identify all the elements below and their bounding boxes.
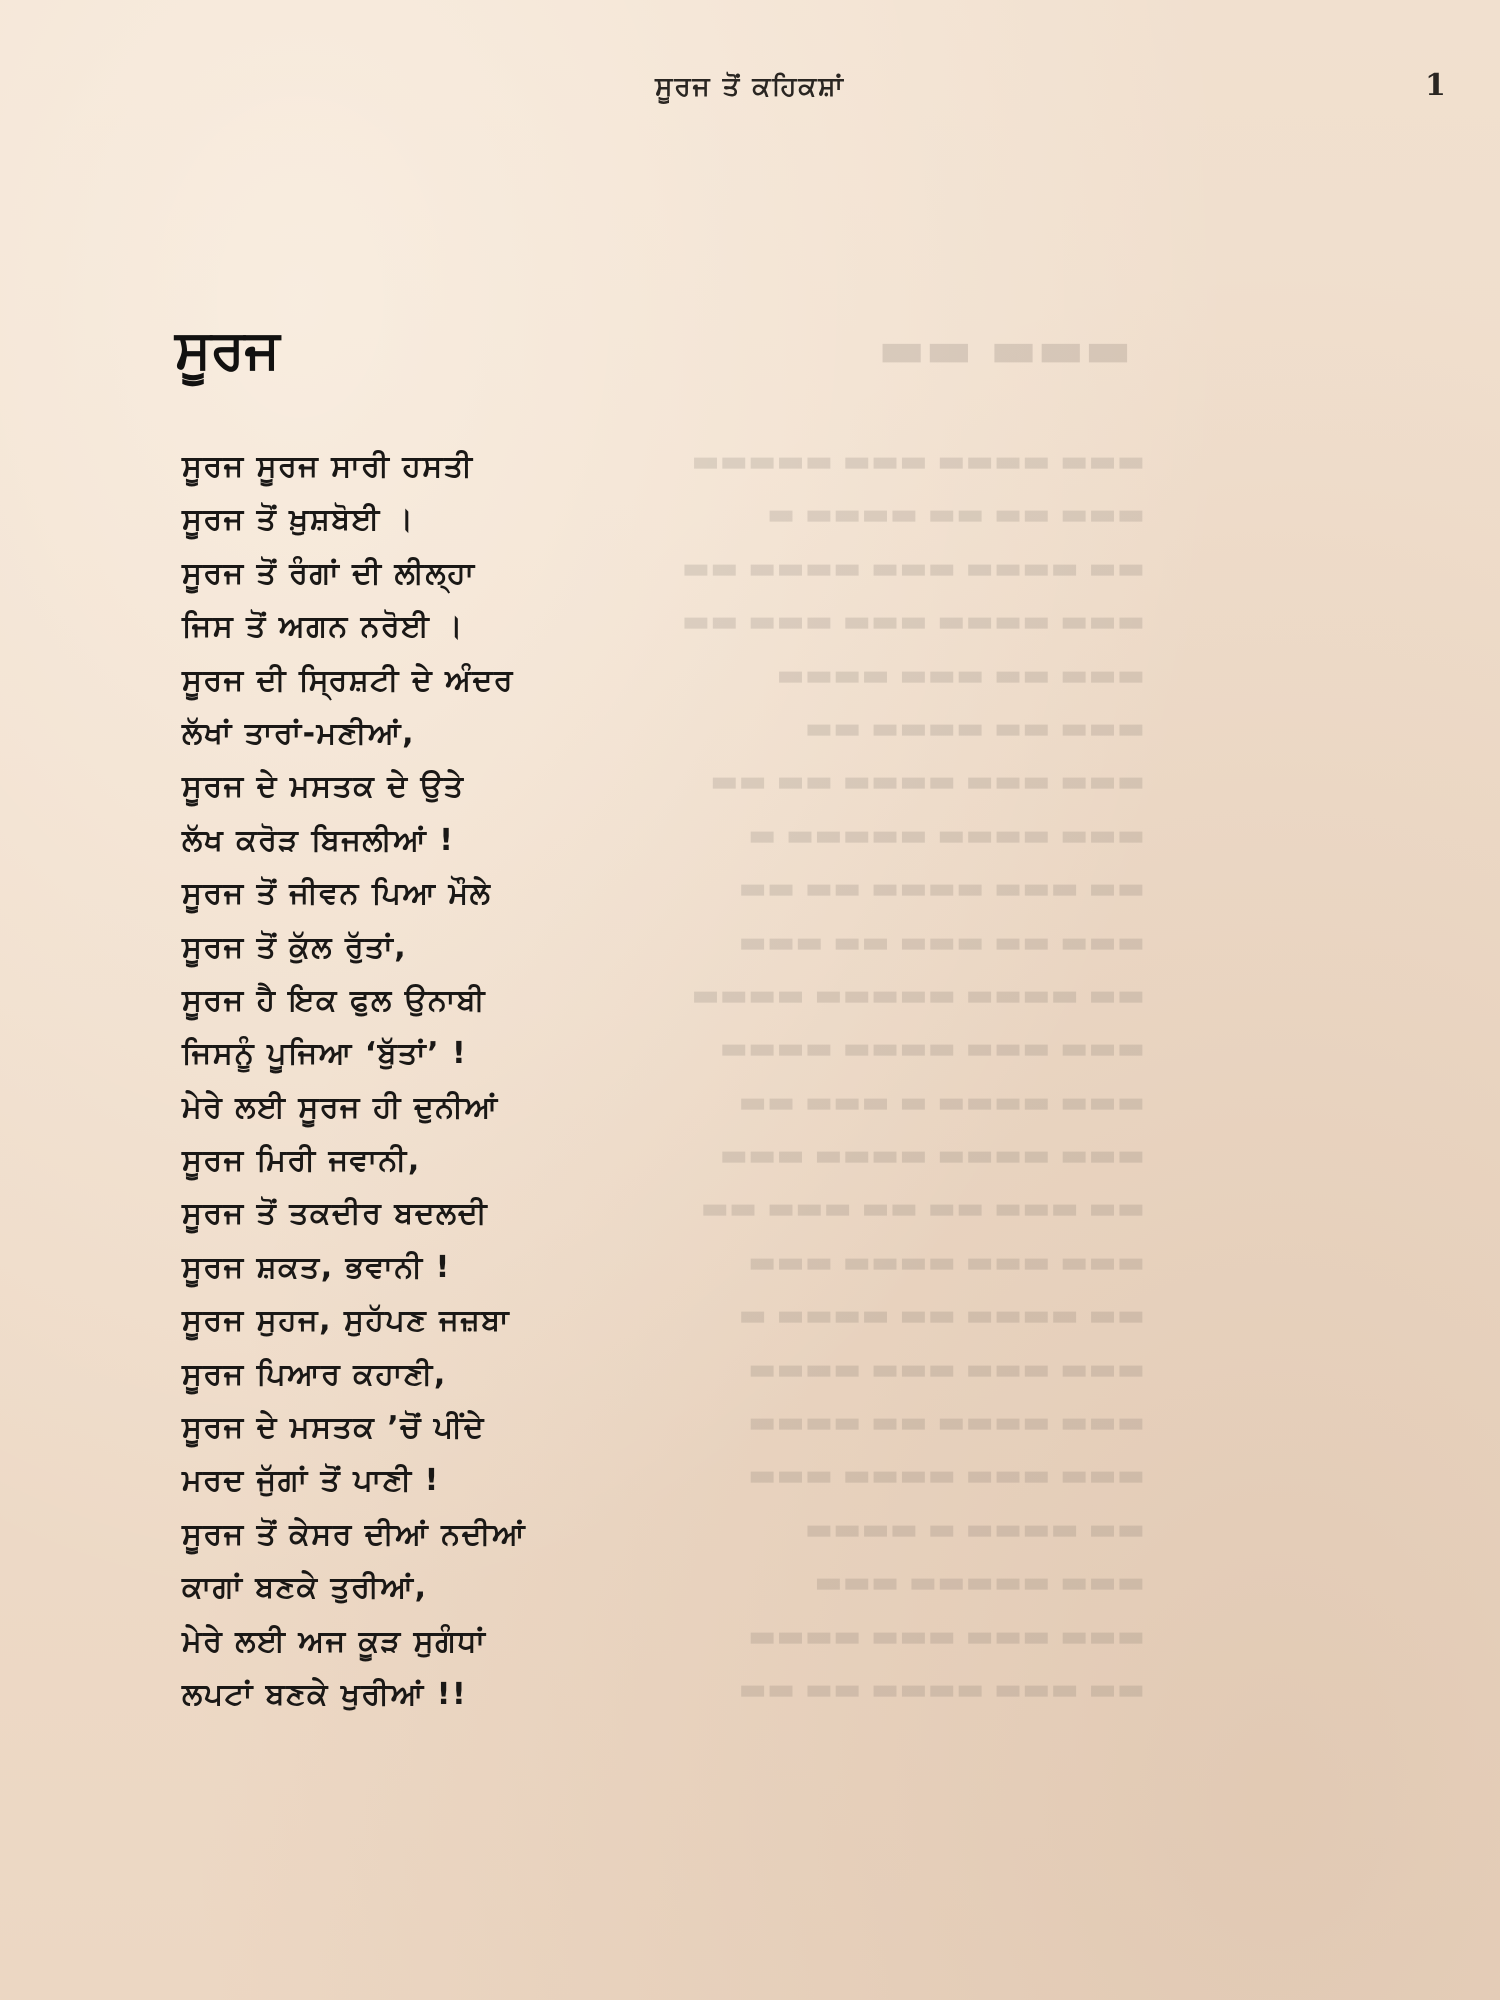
poem-line: ਲੱਖ ਕਰੋੜ ਬਿਜਲੀਆਂ ! [182,822,455,858]
poem-line: ਸੂਰਜ ਸੁਹਜ, ਸੁਹੱਪਣ ਜਜ਼ਬਾ [182,1303,511,1339]
poem-body [182,440,742,1721]
poem-line: ਸੂਰਜ ਮਿਰੀ ਜਵਾਨੀ, [182,1143,421,1179]
poem-line: ਸੂਰਜ ਤੋਂ ਖ਼ੁਸ਼ਬੋਈ । [182,502,415,538]
poem-line: ਕਾਗਾਂ ਬਣਕੇ ਤੁਰੀਆਂ, [182,1570,428,1606]
poem-line: ਸੂਰਜ ਤੋਂ ਕੁੱਲ ਰੁੱਤਾਂ, [182,929,408,965]
poem-line: ਸੂਰਜ ਪਿਆਰ ਕਹਾਣੀ, [182,1356,447,1392]
poem-line: ਸੂਰਜ ਦੇ ਮਸਤਕ ਦੇ ਉਤੇ [182,769,465,805]
poem-line: ਸੂਰਜ ਤੋਂ ਜੀਵਨ ਪਿਆ ਮੌਲੇ [182,876,492,912]
poem-line: ਮੇਰੇ ਲਈ ਸੂਰਜ ਹੀ ਦੁਨੀਆਂ [182,1089,499,1125]
poem-line: ਲੱਖਾਂ ਤਾਰਾਂ-ਮਣੀਆਂ, [182,715,415,751]
poem-line: ਜਿਸਨੂੰ ਪੂਜਿਆ ‘ਬੁੱਤਾਂ’ ! [182,1036,468,1072]
show-through-bleed: ▬▬▬ ▬▬▬▬ ▬▬▬ ▬▬▬▬▬ ▬▬▬ ▬▬ ▬▬ ▬▬▬▬ ▬ ▬▬ ▬▬▬▬ ▬▬▬ ▬▬▬▬ ▬▬ ▬▬▬ ▬▬▬▬ ▬▬▬ ▬▬▬ ▬▬ ▬▬▬ ▬▬ ▬▬▬ ▬▬▬▬ ▬▬▬ ▬▬ ▬▬▬▬ ▬▬ ▬▬▬ ▬▬▬ ▬▬▬▬ ▬▬ ▬▬ ▬▬▬ ▬▬▬▬ ▬▬▬▬▬ ▬ ▬▬ ▬▬▬ ▬▬▬▬ ▬▬ ▬▬ ▬▬▬ ▬▬ ▬▬▬ ▬▬ ▬▬▬ ▬▬ ▬▬▬▬ ▬▬▬▬▬ ▬▬▬▬ ▬▬▬ ▬▬▬ ▬▬▬▬ ▬▬▬▬ ▬▬▬ ▬▬▬▬ ▬ ▬▬▬ ▬▬ ▬▬▬ ▬▬▬▬ ▬▬▬▬ ▬▬▬ ▬▬ ▬▬▬ ▬▬ ▬▬ ▬▬▬ ▬▬ ▬▬▬ ▬▬▬ ▬▬▬▬ ▬▬▬ ▬▬ ▬▬▬▬ ▬▬ ▬▬▬▬ ▬ ▬▬▬ ▬▬▬ ▬▬▬ ▬▬▬▬ ▬▬▬ ▬▬▬▬ ▬▬ ▬▬▬▬ ▬▬▬ ▬▬▬ ▬▬▬▬ ▬▬▬ ▬▬ ▬▬▬▬ ▬ ▬▬▬▬ ▬▬▬ ▬▬▬▬▬ ▬▬▬ ▬▬▬ ▬▬▬ ▬▬▬ ▬▬▬▬ ▬▬ ▬▬▬ ▬▬▬▬ ▬▬ ▬▬ [681,444,1145,1707]
poem-line: ਸੂਰਜ ਦੇ ਮਸਤਕ ’ਚੋਂ ਪੀਂਦੇ [182,1410,486,1446]
poem-line: ਸੂਰਜ ਤੋਂ ਰੰਗਾਂ ਦੀ ਲੀਲ੍ਹਾ [182,555,476,591]
poem-line: ਮੇਰੇ ਲਈ ਅਜ ਕੂੜ ਸੁਗੰਧਾਂ [182,1623,487,1659]
running-header-title: ਸੂਰਜ ਤੋਂ ਕਹਿਕਸ਼ਾਂ [655,72,845,102]
poem-line: ਸੂਰਜ ਦੀ ਸ੍ਰਿਸ਼ਟੀ ਦੇ ਅੰਦਰ [182,662,514,698]
page-number: 1 [1425,68,1446,103]
poem-line: ਸੂਰਜ ਸ਼ਕਤ, ਭਵਾਨੀ ! [182,1249,451,1285]
poem-line: ਮਰਦ ਜੁੱਗਾਂ ਤੋਂ ਪਾਣੀ ! [182,1463,440,1499]
poem-line: ਸੂਰਜ ਤੋਂ ਤਕਦੀਰ ਬਦਲਦੀ [182,1196,489,1232]
poem-title: ਸੂਰਜ [175,318,280,381]
show-through-bleed-title: ▬▬▬ ▬▬ [878,320,1132,378]
poem-line: ਸੂਰਜ ਸੂਰਜ ਸਾਰੀ ਹਸਤੀ [182,449,474,484]
poem-line: ਜਿਸ ਤੋਂ ਅਗਨ ਨਰੋਈ । [182,609,465,645]
poem-line: ਲਪਟਾਂ ਬਣਕੇ ਖੁਰੀਆਂ !! [182,1676,468,1712]
poem-line: ਸੂਰਜ ਤੋਂ ਕੇਸਰ ਦੀਆਂ ਨਦੀਆਂ [182,1516,527,1552]
poem-line: ਸੂਰਜ ਹੈ ਇਕ ਫੁਲ ਉਨਾਬੀ [182,982,487,1018]
